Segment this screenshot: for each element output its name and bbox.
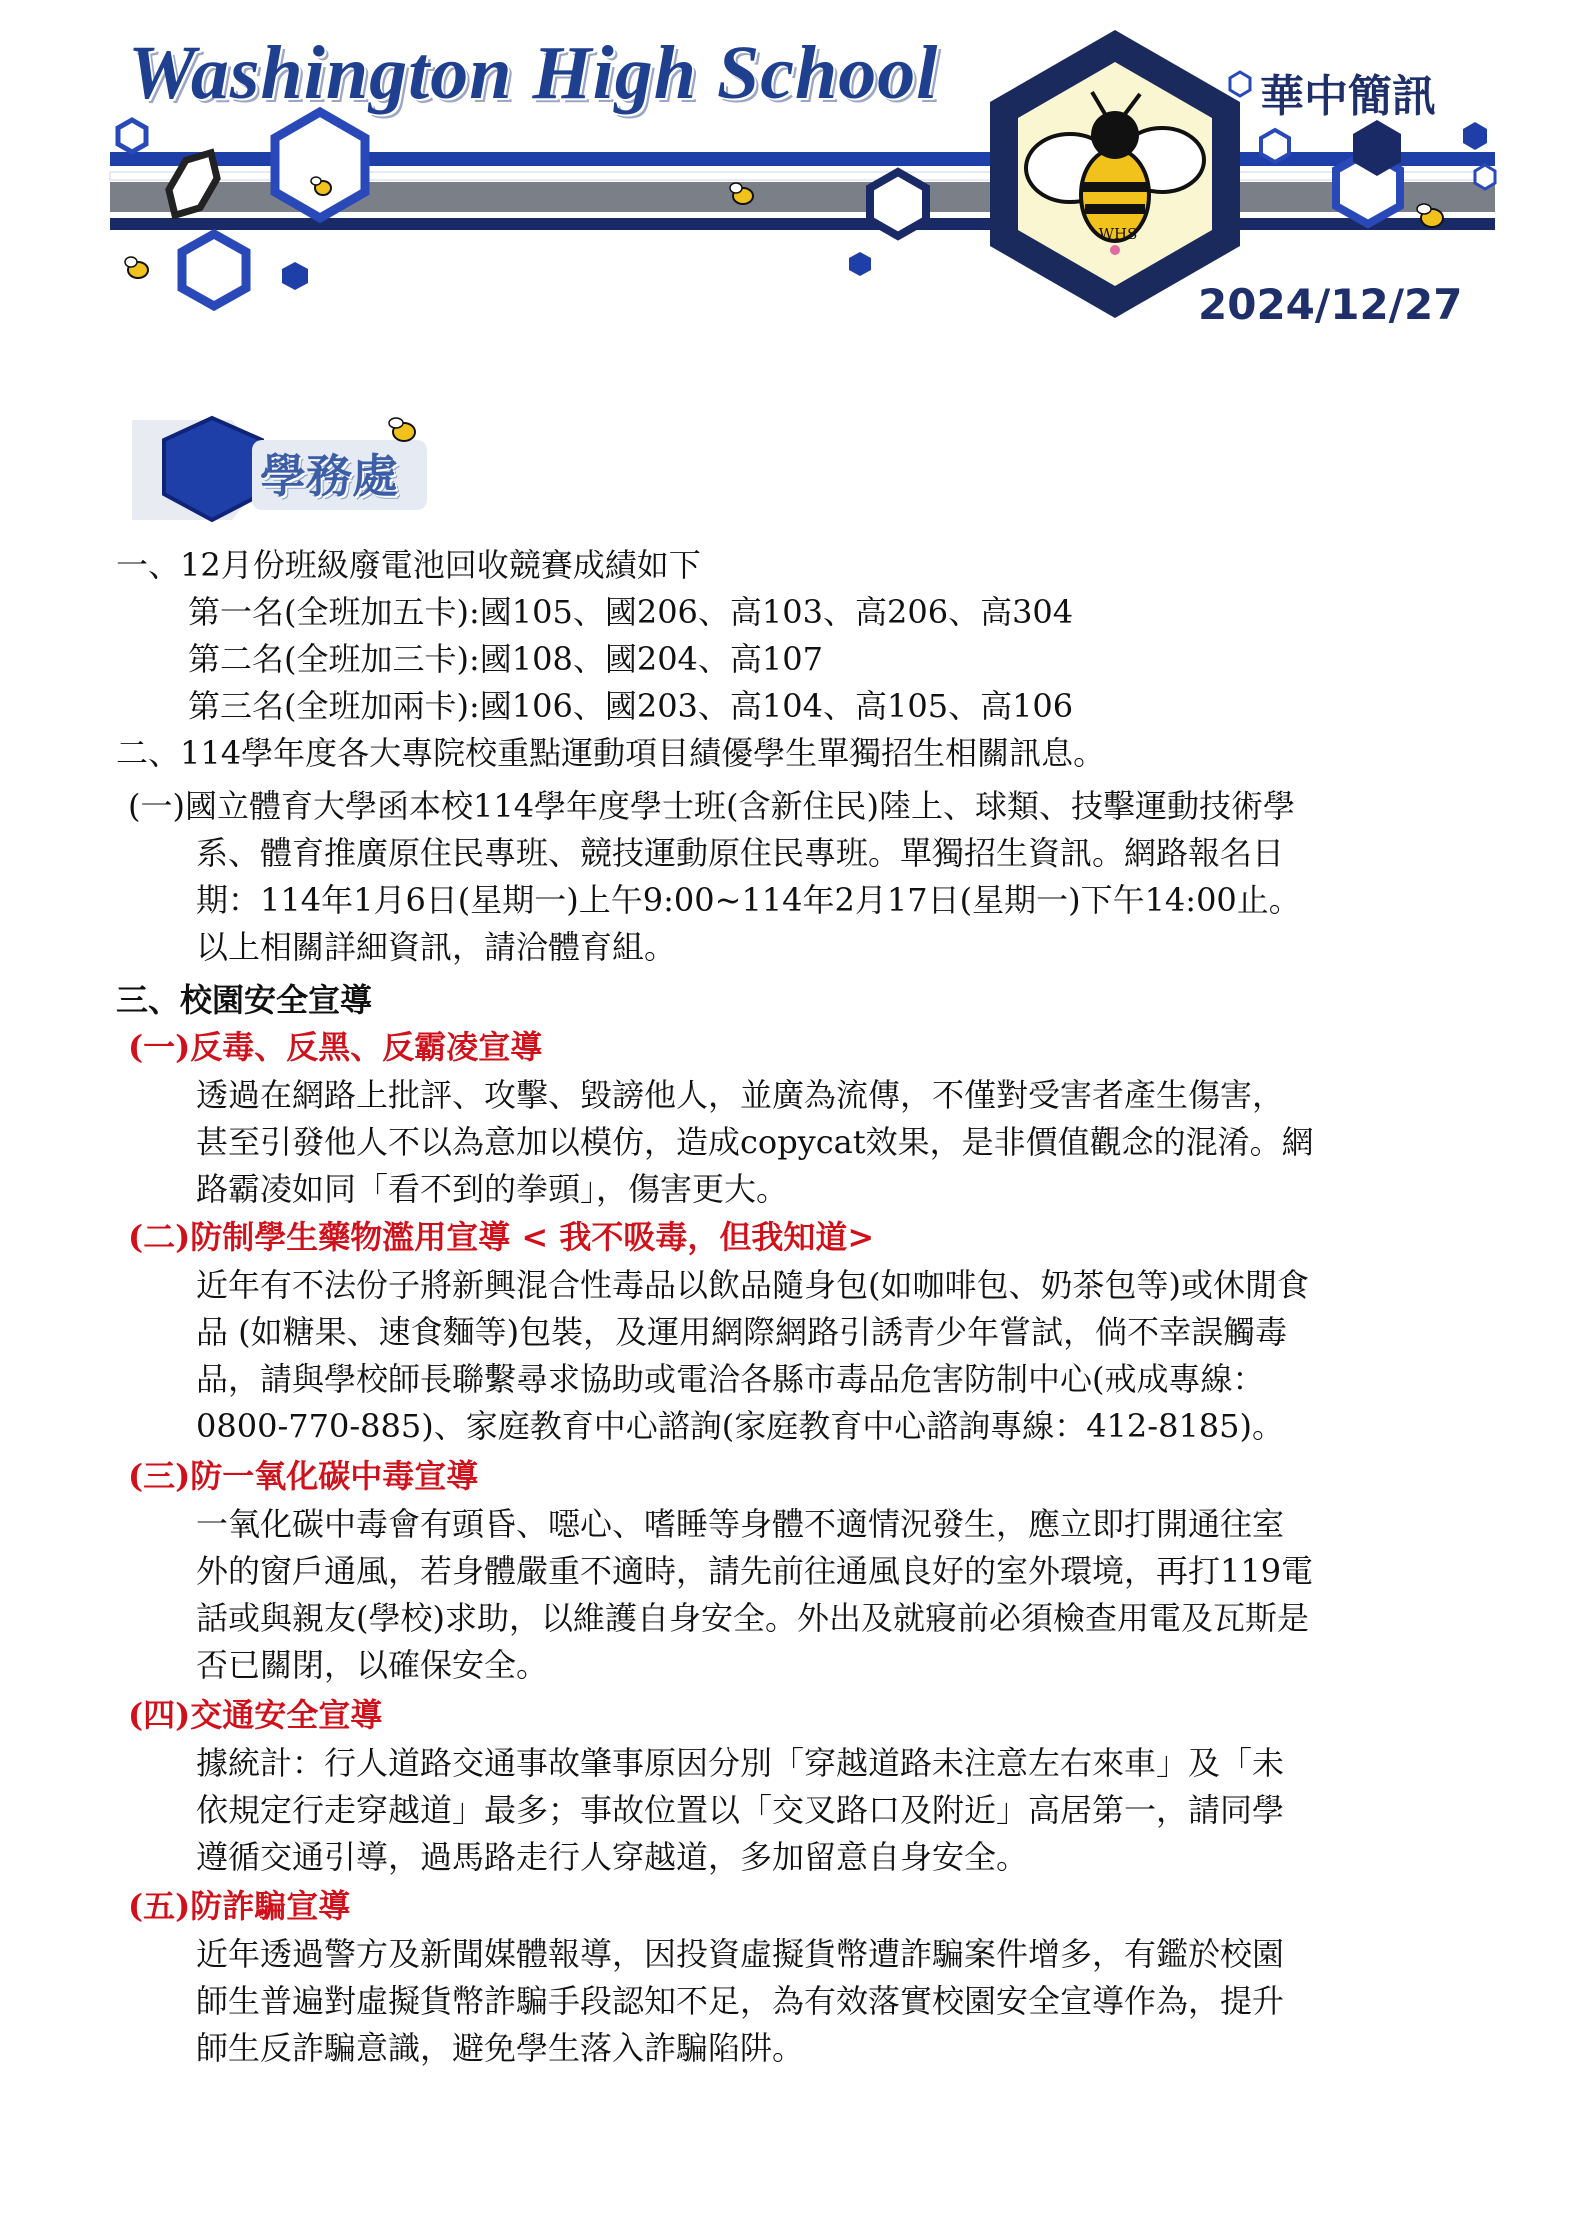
rank-3-line: 第三名(全班加兩卡):國106、國203、高104、高105、高106 <box>188 687 1074 725</box>
safety-2-heading: (二)防制學生藥物濫用宣導 < 我不吸毒，但我知道> <box>128 1218 875 1256</box>
safety-3-line2: 外的窗戶通風，若身體嚴重不適時，請先前往通風良好的室外環境，再打119電 <box>196 1552 1314 1590</box>
newsletter-header <box>0 0 1577 380</box>
safety-5-line3: 師生反詐騙意識，避免學生落入詐騙陷阱。 <box>196 2029 805 2067</box>
safety-3-line4: 否已關閉，以確保安全。 <box>196 1646 549 1684</box>
item-2-sub1-line2: 系、體育推廣原住民專班、競技運動原住民專班。單獨招生資訊。網路報名日 <box>196 834 1285 872</box>
hexagon-navy-mid <box>870 172 926 236</box>
safety-3-heading: (三)防一氧化碳中毒宣導 <box>128 1457 479 1495</box>
safety-1-line3: 路霸凌如同「看不到的拳頭」，傷害更大。 <box>196 1170 789 1208</box>
safety-4-heading: (四)交通安全宣導 <box>128 1696 383 1734</box>
safety-2-line3: 品，請與學校師長聯繫尋求協助或電洽各縣市毒品危害防制中心(戒成專線： <box>196 1360 1265 1398</box>
logo-text: WHS <box>1098 225 1138 243</box>
item-2-title: 二、114學年度各大專院校重點運動項目績優學生單獨招生相關訊息。 <box>116 734 1106 772</box>
rank-1-line: 第一名(全班加五卡):國105、國206、高103、高206、高304 <box>188 593 1074 631</box>
safety-3-line1: 一氧化碳中毒會有頭昏、噁心、嗜睡等身體不適情況發生，應立即打開通往室 <box>196 1505 1285 1543</box>
safety-2-line2: 品 (如糖果、速食麵等)包裝，及運用網際網路引誘青少年嘗試，倘不幸誤觸毒 <box>196 1313 1288 1351</box>
bee-icon <box>389 418 415 441</box>
section-title: 學務處 <box>260 449 398 503</box>
safety-5-heading: (五)防詐騙宣導 <box>128 1887 351 1925</box>
item-2-sub1-line1: (一)國立體育大學函本校114學年度學士班(含新住民)陸上、球類、技擊運動技術學 <box>128 787 1296 825</box>
hexagon-filled-small <box>282 262 308 290</box>
hexagon-filled-tiny-right <box>1463 122 1487 150</box>
safety-1-heading: (一)反毒、反黑、反霸凌宣導 <box>128 1028 543 1066</box>
item-2-sub1-line4: 以上相關詳細資訊，請洽體育組。 <box>196 928 677 966</box>
item-3-title: 三、校園安全宣導 <box>116 981 373 1019</box>
safety-5-line1: 近年透過警方及新聞媒體報導，因投資虛擬貨幣遭詐騙案件增多，有鑑於校園 <box>196 1935 1285 1973</box>
safety-3-line3: 話或與親友(學校)求助，以維護自身安全。外出及就寢前必須檢查用電及瓦斯是 <box>196 1599 1309 1637</box>
rank-2-line: 第二名(全班加三卡):國108、國204、高107 <box>188 640 823 678</box>
logo-text-badge <box>1088 222 1148 246</box>
newsletter-name: 華中簡訊 <box>1260 71 1436 122</box>
hexagon-outline-right <box>1261 130 1289 162</box>
school-name: Washington High School <box>128 31 939 115</box>
safety-5-line2: 師生普遍對虛擬貨幣詐騙手段認知不足，為有效落實校園安全宣導作為，提升 <box>196 1982 1285 2020</box>
hexagon-blue-large <box>275 112 365 218</box>
section-heading <box>112 410 442 530</box>
safety-2-line4: 0800-770-885)、家庭教育中心諮詢(家庭教育中心諮詢專線：412-8185)。 <box>196 1407 1285 1445</box>
issue-date: 2024/12/27 <box>1198 280 1463 329</box>
hexagon-title-marker <box>1230 72 1250 96</box>
hexagon-blue-left <box>182 234 246 306</box>
bee-icon <box>125 257 148 278</box>
safety-4-line3: 遵循交通引導，過馬路走行人穿越道，多加留意自身安全。 <box>196 1838 1029 1876</box>
item-2-sub1-line3: 期：114年1月6日(星期一)上午9:00~114年2月17日(星期一)下午14:00止。 <box>196 881 1301 919</box>
hexagon-filled-mid <box>849 252 871 276</box>
safety-4-line1: 據統計：行人道路交通事故肇事原因分別「穿越道路未注意左右來車」及「未 <box>196 1744 1285 1782</box>
hexagon-outline-tiny-right <box>1475 165 1495 189</box>
safety-1-line1: 透過在網路上批評、攻擊、毀謗他人，並廣為流傳，不僅對受害者產生傷害， <box>196 1076 1285 1114</box>
safety-2-line1: 近年有不法份子將新興混合性毒品以飲品隨身包(如咖啡包、奶茶包等)或休閒食 <box>196 1266 1309 1304</box>
hexagon-blue-tiny <box>118 120 146 152</box>
item-1-title: 一、12月份班級廢電池回收競賽成績如下 <box>116 546 701 584</box>
safety-1-line2: 甚至引發他人不以為意加以模仿，造成copycat效果，是非價值觀念的混淆。網 <box>196 1123 1314 1161</box>
safety-4-line2: 依規定行走穿越道」最多；事故位置以「交叉路口及附近」高居第一，請同學 <box>196 1791 1285 1829</box>
